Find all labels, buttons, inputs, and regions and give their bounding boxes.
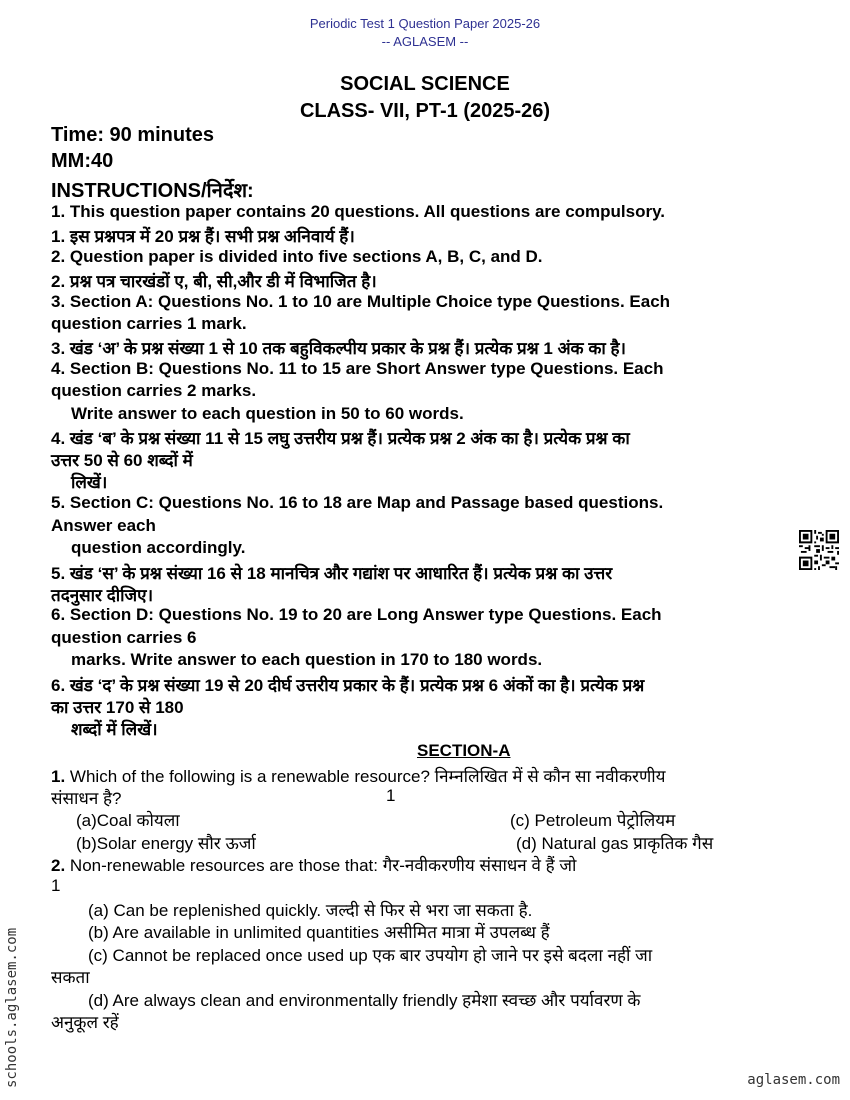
instruction-line: 3. खंड ‘अ’ के प्रश्न संख्या 1 से 10 तक बहुविकल्पीय प्रकार के प्रश्न हैं। प्रत्येक प्रश्न 1 अंक का है। bbox=[51, 339, 626, 358]
footer-site: aglasem.com bbox=[747, 1072, 840, 1088]
header-title: Periodic Test 1 Question Paper 2025-26 bbox=[309, 16, 541, 31]
instruction-line: 4. Section B: Questions No. 11 to 15 are Short Answer type Questions. Each bbox=[51, 359, 664, 378]
option-c-continued: सकता bbox=[51, 968, 90, 987]
option-c: (c) Petroleum पेट्रोलियम bbox=[510, 811, 676, 830]
instruction-line: 3. Section A: Questions No. 1 to 10 are Multiple Choice type Questions. Each bbox=[51, 292, 671, 311]
instruction-line: marks. Write answer to each question in 170 to 180 words. bbox=[71, 650, 543, 669]
instruction-line: शब्दों में लिखें। bbox=[71, 720, 158, 739]
marks-label: MM:40 bbox=[51, 150, 114, 172]
option-d: (d) Are always clean and environmentally friendly हमेशा स्वच्छ और पर्यावरण के bbox=[88, 991, 641, 1010]
instruction-line: 6. Section D: Questions No. 19 to 20 are Long Answer type Questions. Each bbox=[51, 605, 662, 624]
instruction-line: उत्तर 50 से 60 शब्दों में bbox=[51, 451, 193, 470]
header-brand: -- AGLASEM -- bbox=[381, 34, 469, 49]
instruction-line: question accordingly. bbox=[71, 538, 246, 557]
instructions-heading: INSTRUCTIONS/निर्देश: bbox=[51, 180, 254, 202]
option-b: (b) Are available in unlimited quantities असीमित मात्रा में उपलब्ध हैं bbox=[88, 923, 550, 942]
question-text: Which of the following is a renewable resource? निम्नलिखित में से कौन सा नवीकरणीय bbox=[69, 767, 666, 786]
question-2 bbox=[51, 853, 576, 876]
question-marks: 1 bbox=[386, 786, 396, 805]
instruction-line: तदनुसार दीजिए। bbox=[51, 586, 154, 605]
question-1-line2: संसाधन है? bbox=[51, 789, 122, 808]
subject-title: SOCIAL SCIENCE bbox=[340, 73, 510, 95]
option-a: (a) Can be replenished quickly. जल्दी से फिर से भरा जा सकता है. bbox=[88, 901, 533, 920]
instruction-line: 5. Section C: Questions No. 16 to 18 are Map and Passage based questions. bbox=[51, 493, 664, 512]
instruction-line: 1. इस प्रश्नपत्र में 20 प्रश्न हैं। सभी प्रश्न अनिवार्य हैं। bbox=[51, 227, 355, 246]
question-1 bbox=[51, 764, 666, 787]
instruction-line: question carries 2 marks. bbox=[51, 381, 257, 400]
option-a: (a)Coal कोयला bbox=[76, 811, 180, 830]
side-watermark-url: schools.aglasem.com bbox=[4, 927, 20, 1088]
instruction-line: 2. Question paper is divided into five sections A, B, C, and D. bbox=[51, 247, 543, 266]
instruction-line: का उत्तर 170 से 180 bbox=[51, 698, 184, 717]
option-d: (d) Natural gas प्राकृतिक गैस bbox=[516, 834, 714, 853]
question-text: Non-renewable resources are those that: गैर-नवीकरणीय संसाधन वे हैं जो bbox=[69, 856, 577, 875]
instruction-line: लिखें। bbox=[71, 473, 108, 492]
option-b: (b)Solar energy सौर ऊर्जा bbox=[76, 834, 256, 853]
question-number: 1. bbox=[51, 767, 66, 786]
instruction-line: 6. खंड ‘द’ के प्रश्न संख्या 19 से 20 दीर्घ उत्तरीय प्रकार के हैं। प्रत्येक प्रश्न 6 अंकों का है। प्रत्येक प्रश्न bbox=[51, 676, 645, 695]
instruction-line: 5. खंड ‘स’ के प्रश्न संख्या 16 से 18 मानचित्र और गद्यांश पर आधारित हैं। प्रत्येक प्रश्न का उत्तर bbox=[51, 564, 613, 583]
option-d-continued: अनुकूल रहें bbox=[51, 1013, 119, 1032]
instruction-line: question carries 1 mark. bbox=[51, 314, 247, 333]
question-marks: 1 bbox=[51, 876, 61, 895]
instruction-line: Answer each bbox=[51, 516, 156, 535]
section-a-heading: SECTION-A bbox=[417, 741, 511, 760]
instruction-line: 4. खंड ‘ब’ के प्रश्न संख्या 11 से 15 लघु उत्तरीय प्रश्न हैं। प्रत्येक प्रश्न 2 अंक का है। प्रत्येक प्रश्न का bbox=[51, 429, 630, 448]
instruction-line: question carries 6 bbox=[51, 628, 197, 647]
question-number: 2. bbox=[51, 856, 66, 875]
time-label: Time: 90 minutes bbox=[51, 124, 215, 146]
class-title: CLASS- VII, PT-1 (2025-26) bbox=[299, 100, 551, 122]
instruction-line: 2. प्रश्न पत्र चारखंडों ए, बी, सी,और डी में विभाजित है। bbox=[51, 272, 377, 291]
instruction-line: Write answer to each question in 50 to 60 words. bbox=[71, 404, 464, 423]
option-c: (c) Cannot be replaced once used up एक बार उपयोग हो जाने पर इसे बदला नहीं जा bbox=[88, 946, 653, 965]
qr-code-icon bbox=[799, 530, 839, 570]
instruction-line: 1. This question paper contains 20 questions. All questions are compulsory. bbox=[51, 202, 666, 221]
